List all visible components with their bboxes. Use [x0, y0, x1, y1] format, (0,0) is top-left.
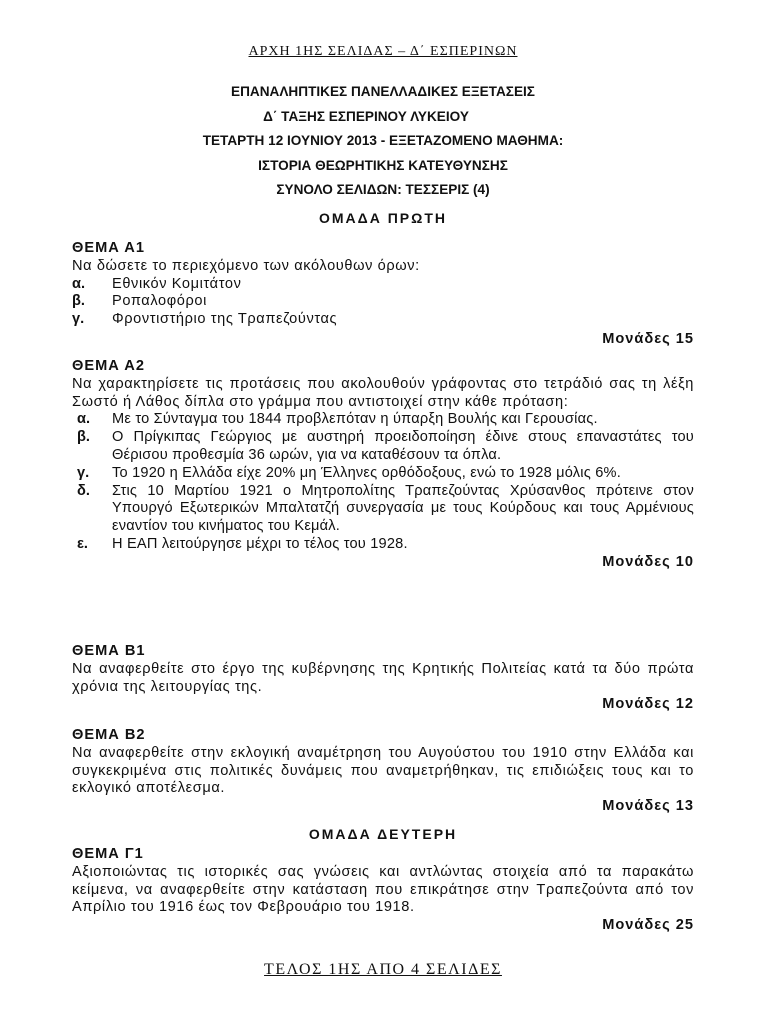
item-text: Με το Σύνταγμα του 1844 προβλεπόταν η ύπαρξη Βουλής και Γερουσίας.	[112, 411, 598, 428]
marks: Μονάδες 10	[602, 553, 694, 570]
item-label: γ.	[72, 311, 85, 328]
item-label: β.	[77, 429, 90, 446]
list-item	[72, 483, 694, 536]
question-text: Αξιοποιώντας τις ιστορικές σας γνώσεις και αντλώντας στοιχεία από τα παρακάτω κείμενα, να αναφερθείτε στην κατάσταση που επικράτησε στην Τραπεζούντα από τον Απρίλιο του 1916 έως τον Φεβρουάριο του 1918.	[72, 863, 694, 916]
group-heading-second: ΟΜΑΔΑ ΔΕΥΤΕΡΗ	[308, 826, 458, 842]
item-text: Στις 10 Μαρτίου 1921 ο Μητροπολίτης Τραπεζούντας Χρύσανθος πρότεινε στον Υπουργό Εξωτερικών Μπαλτατζή συνεργασία με τους Κούρδους και τους Αρμένιους εναντίον του κινήματος του Κεμάλ.	[112, 482, 694, 535]
marks: Μονάδες 13	[602, 798, 694, 815]
list-item	[72, 536, 694, 554]
question-a1	[72, 240, 694, 349]
item-label: α.	[77, 411, 91, 428]
item-text: Η ΕΑΠ λειτούργησε μέχρι το τέλος του 1928.	[112, 535, 408, 552]
question-title: ΘΕΜΑ Β2	[72, 727, 146, 743]
list-item	[72, 411, 694, 429]
item-text: Ο Πρίγκιπας Γεώργιος με αυστηρή προειδοποίηση έδινε στους επαναστάτες του Θέρισου προθεσμία 36 ωρών, για να καταθέσουν τα όπλα.	[112, 429, 694, 463]
intro-line: ΤΕΤΑΡΤΗ 12 ΙΟΥΝΙΟΥ 2013 - ΕΞΕΤΑΖΟΜΕΝΟ ΜΑΘΗΜΑ:	[202, 133, 564, 149]
page-footer: ΤΕΛΟΣ 1ΗΣ ΑΠΟ 4 ΣΕΛΙΔΕΣ	[264, 961, 502, 978]
intro-line: ΙΣΤΟΡΙΑ ΘΕΩΡΗΤΙΚΗΣ ΚΑΤΕΥΘΥΝΣΗΣ	[258, 157, 508, 173]
marks: Μονάδες 25	[602, 917, 694, 934]
item-text: Ροπαλοφόροι	[112, 293, 207, 310]
intro-line: ΣΥΝΟΛΟ ΣΕΛΙΔΩΝ: ΤΕΣΣΕΡΙΣ (4)	[276, 182, 490, 198]
question-g1	[72, 846, 694, 935]
question-title: ΘΕΜΑ Β1	[72, 643, 146, 659]
question-prompt: Να δώσετε το περιεχόμενο των ακόλουθων όρων:	[72, 257, 420, 274]
item-label: ε.	[77, 535, 88, 552]
question-title: ΘΕΜΑ Α1	[72, 240, 145, 256]
item-text: Εθνικόν Κομιτάτον	[112, 275, 242, 292]
group-heading-first: ΟΜΑΔΑ ΠΡΩΤΗ	[318, 210, 448, 226]
marks: Μονάδες 15	[602, 330, 694, 347]
list-item	[72, 429, 694, 465]
marks: Μονάδες 12	[602, 696, 694, 713]
question-title: ΘΕΜΑ Α2	[72, 358, 145, 374]
question-title: ΘΕΜΑ Γ1	[72, 846, 144, 862]
item-label: β.	[72, 293, 85, 310]
question-b1	[72, 643, 694, 714]
question-text: Να αναφερθείτε στην εκλογική αναμέτρηση του Αυγούστου του 1910 στην Ελλάδα και συγκεκριμένα στις πολιτικές δυνάμεις που αναμετρήθηκαν, τις επιδιώξεις τους και το εκλογικό αποτέλεσμα.	[72, 744, 694, 797]
list-item	[72, 311, 694, 329]
item-label: α.	[72, 275, 86, 292]
item-text: Το 1920 η Ελλάδα είχε 20% μη Έλληνες ορθόδοξους, ενώ το 1928 μόλις 6%.	[112, 464, 621, 481]
exam-intro	[72, 80, 694, 203]
question-b2	[72, 727, 694, 816]
question-a2	[72, 358, 694, 572]
intro-line: Δ΄ ΤΑΞΗΣ ΕΣΠΕΡΙΝΟΥ ΛΥΚΕΙΟΥ	[263, 108, 469, 124]
list-item	[72, 276, 694, 294]
page-header: ΑΡΧΗ 1ΗΣ ΣΕΛΙΔΑΣ – Δ΄ ΕΣΠΕΡΙΝΩΝ	[248, 44, 518, 59]
item-label: γ.	[77, 464, 90, 481]
question-prompt: Να χαρακτηρίσετε τις προτάσεις που ακολουθούν γράφοντας στο τετράδιό σας τη λέξη Σωστό ή Λάθος δίπλα στο γράμμα που αντιστοιχεί στην κάθε πρόταση:	[72, 375, 694, 410]
question-text: Να αναφερθείτε στο έργο της κυβέρνησης της Κρητικής Πολιτείας κατά τα δύο πρώτα χρόνια της λειτουργίας της.	[72, 660, 694, 695]
item-text: Φροντιστήριο της Τραπεζούντας	[112, 311, 338, 328]
item-label: δ.	[77, 482, 90, 499]
list-item	[72, 293, 694, 311]
intro-line: ΕΠΑΝΑΛΗΠΤΙΚΕΣ ΠΑΝΕΛΛΑΔΙΚΕΣ ΕΞΕΤΑΣΕΙΣ	[231, 84, 535, 99]
list-item	[72, 465, 694, 483]
